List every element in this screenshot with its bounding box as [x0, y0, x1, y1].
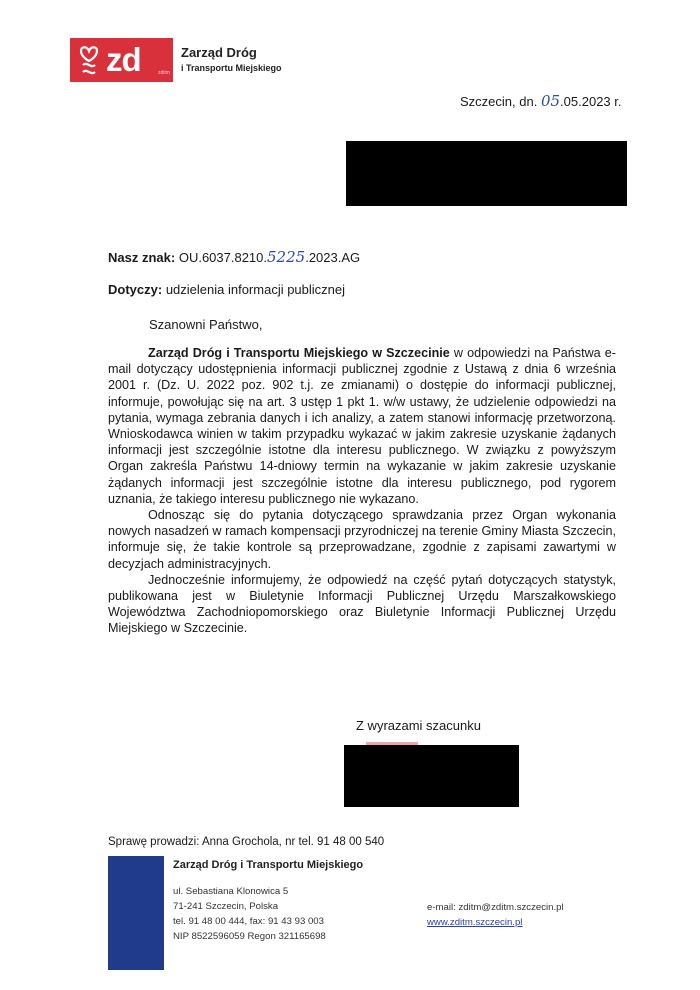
closing: Z wyrazami szacunku [356, 718, 481, 733]
subject-text: udzielenia informacji publicznej [165, 282, 346, 297]
footer-org-name: Zarząd Dróg i Transportu Miejskiego [173, 859, 364, 871]
footer-address [173, 884, 326, 944]
org-subname: i Transportu Miejskiego [181, 63, 282, 73]
logo-subtext: zditm [158, 70, 170, 76]
handwritten-day: 05 [540, 92, 561, 110]
body-paragraph-2: Odnosząc się do pytania dotyczącego sprawdzania przez Organ wykonania nowych nasadzeń w ramach kompensacji przyrodniczej na terenie Gminy Miasta Szczecin, informuje się, że takie kontrole są przeprowadzane, zgodnie z zapisami zawartymi w decyzjach administracyjnych. [108, 508, 616, 571]
greeting: Szanowni Państwo, [149, 317, 263, 332]
body-paragraph-1 [108, 345, 616, 507]
body-paragraph-3: Jednocześnie informujemy, że odpowiedź na część pytań dotyczących statystyk, publikowana jest w Biuletynie Informacji Publicznej Urzędu Marszałkowskiego Województwa Zachodniopomorskiego oraz Biuletynie Informacji Publicznej Urzędu Miejskiego w Szczecinie. [108, 572, 616, 636]
footer-contact [427, 900, 564, 930]
footer-ids: NIP 8522596059 Regon 321165698 [173, 931, 326, 942]
subject-label: Dotyczy: [108, 282, 163, 297]
date-suffix: .05.2023 r. [560, 94, 622, 109]
handwritten-reference-number: 5225 [267, 248, 306, 266]
reference-prefix: OU.6037.8210. [178, 250, 268, 265]
footer-website-link[interactable]: www.zditm.szczecin.pl [427, 917, 523, 928]
date-line [460, 92, 622, 111]
body-paragraph-1-text: w odpowiedzi na Państwa e-mail dotyczący udostępnienia informacji publicznej zgodnie z Ustawą z dnia 6 września 2001 r. (Dz. U. 2022 poz. 902 t.j. ze zmianami) o dostępie do informacji publicznej, informuje, powołując się na art. 3 ustęp 1 pkt 1. w/w ustawy, że udzielenie odpowiedzi na pytania, wymaga zebrania danych i ich analizy, a zatem stanowi informację przetworzoną. Wnioskodawca winien w takim przypadku wykazać w jakim zakresie uzyskanie żądanych informacji jest szczególnie istotne dla interesu publicznego. W związku z powyższym Organ zakreśla Państwu 14-dniowy termin na wykazanie w jakim zakresie uzyskanie żądanych informacji jest szczególnie istotne dla interesu publicznego, pod rygorem uznania, że takiego interesu publicznego nie wykazano. [108, 346, 616, 506]
reference-suffix: .2023.AG [305, 250, 361, 265]
letter-body [108, 345, 616, 637]
case-handler: Sprawę prowadzi: Anna Grochola, nr tel. 91 48 00 540 [108, 836, 385, 848]
redacted-signature [344, 745, 519, 807]
subject-line [108, 281, 345, 299]
footer-color-bar [108, 856, 164, 970]
logo-text: zd [106, 41, 141, 78]
footer-street: ul. Sebastiana Klonowica 5 [173, 886, 289, 897]
redacted-recipient-address [346, 141, 627, 206]
reference-label: Nasz znak: [108, 250, 176, 265]
body-org-name: Zarząd Dróg i Transportu Miejskiego w Szczecinie [148, 346, 450, 360]
footer-email[interactable]: e-mail: zditm@zditm.szczecin.pl [427, 902, 564, 913]
heart-wave-icon [78, 43, 100, 77]
footer-city: 71-241 Szczecin, Polska [173, 901, 279, 912]
footer-phone: tel. 91 48 00 444, fax: 91 43 93 003 [173, 916, 324, 927]
org-name: Zarząd Dróg [181, 45, 257, 60]
reference-line [108, 248, 360, 267]
date-prefix: Szczecin, dn. [460, 94, 538, 109]
